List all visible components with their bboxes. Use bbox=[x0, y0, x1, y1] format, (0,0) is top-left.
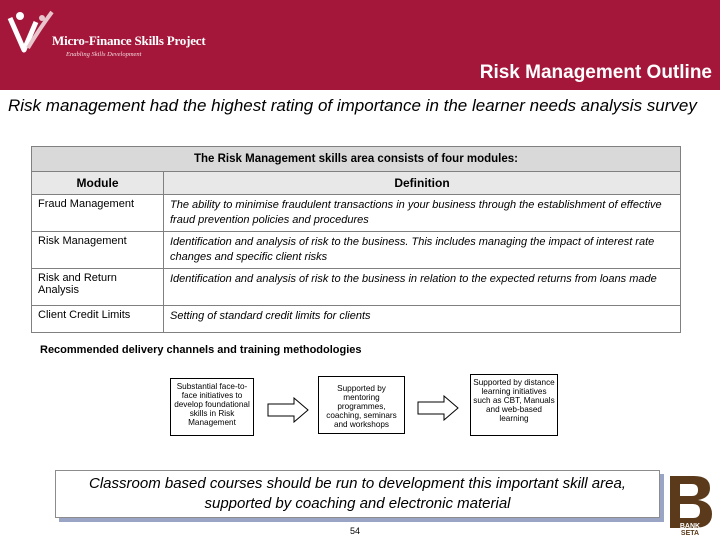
callout-box: Classroom based courses should be run to development this important skill area, supported by coaching and electronic material bbox=[55, 470, 660, 518]
table-row bbox=[32, 195, 681, 232]
page-title: Risk Management Outline bbox=[479, 62, 712, 83]
delivery-title: Recommended delivery channels and training methodologies bbox=[40, 344, 362, 356]
module-definition: Identification and analysis of risk to the business. This includes managing the impact of interest rate changes and specific client risks bbox=[164, 232, 681, 269]
table-header-row bbox=[32, 172, 681, 195]
module-definition: Setting of standard credit limits for clients bbox=[164, 306, 681, 333]
delivery-step-1: Substantial face-to-face initiatives to develop foundational skills in Risk Management bbox=[170, 378, 254, 436]
right-arrow-icon bbox=[417, 395, 459, 421]
column-header-module: Module bbox=[32, 172, 164, 195]
bank-seta-logo-icon bbox=[664, 472, 716, 536]
module-definition: Identification and analysis of risk to the business in relation to the expected returns from loans made bbox=[164, 269, 681, 306]
module-definition: The ability to minimise fraudulent transactions in your business through the establishment of effective fraud prevention policies and procedures bbox=[164, 195, 681, 232]
table-row bbox=[32, 232, 681, 269]
table-caption: The Risk Management skills area consists of four modules: bbox=[32, 147, 681, 172]
bank-logo-line1: BANK bbox=[679, 523, 701, 530]
module-name: Risk and Return Analysis bbox=[32, 269, 164, 306]
modules-table bbox=[31, 146, 681, 333]
right-arrow-icon bbox=[267, 397, 309, 423]
subtitle: Risk management had the highest rating of importance in the learner needs analysis survey bbox=[8, 96, 697, 115]
column-header-definition: Definition bbox=[164, 172, 681, 195]
logo-tagline: Enabling Skills Development bbox=[66, 51, 142, 58]
table-caption-row bbox=[32, 147, 681, 172]
table-row bbox=[32, 269, 681, 306]
module-name: Client Credit Limits bbox=[32, 306, 164, 333]
logo-name: Micro-Finance Skills Project bbox=[52, 33, 206, 48]
bank-logo-line2: SETA bbox=[680, 530, 700, 536]
module-name: Fraud Management bbox=[32, 195, 164, 232]
delivery-step-3: Supported by distance learning initiatives such as CBT, Manuals and web-based learning bbox=[470, 374, 558, 436]
table-row bbox=[32, 306, 681, 333]
delivery-step-2: Supported by mentoring programmes, coaching, seminars and workshops bbox=[318, 376, 405, 434]
header-banner bbox=[0, 0, 720, 90]
page-number: 54 bbox=[350, 526, 361, 536]
module-name: Risk Management bbox=[32, 232, 164, 269]
